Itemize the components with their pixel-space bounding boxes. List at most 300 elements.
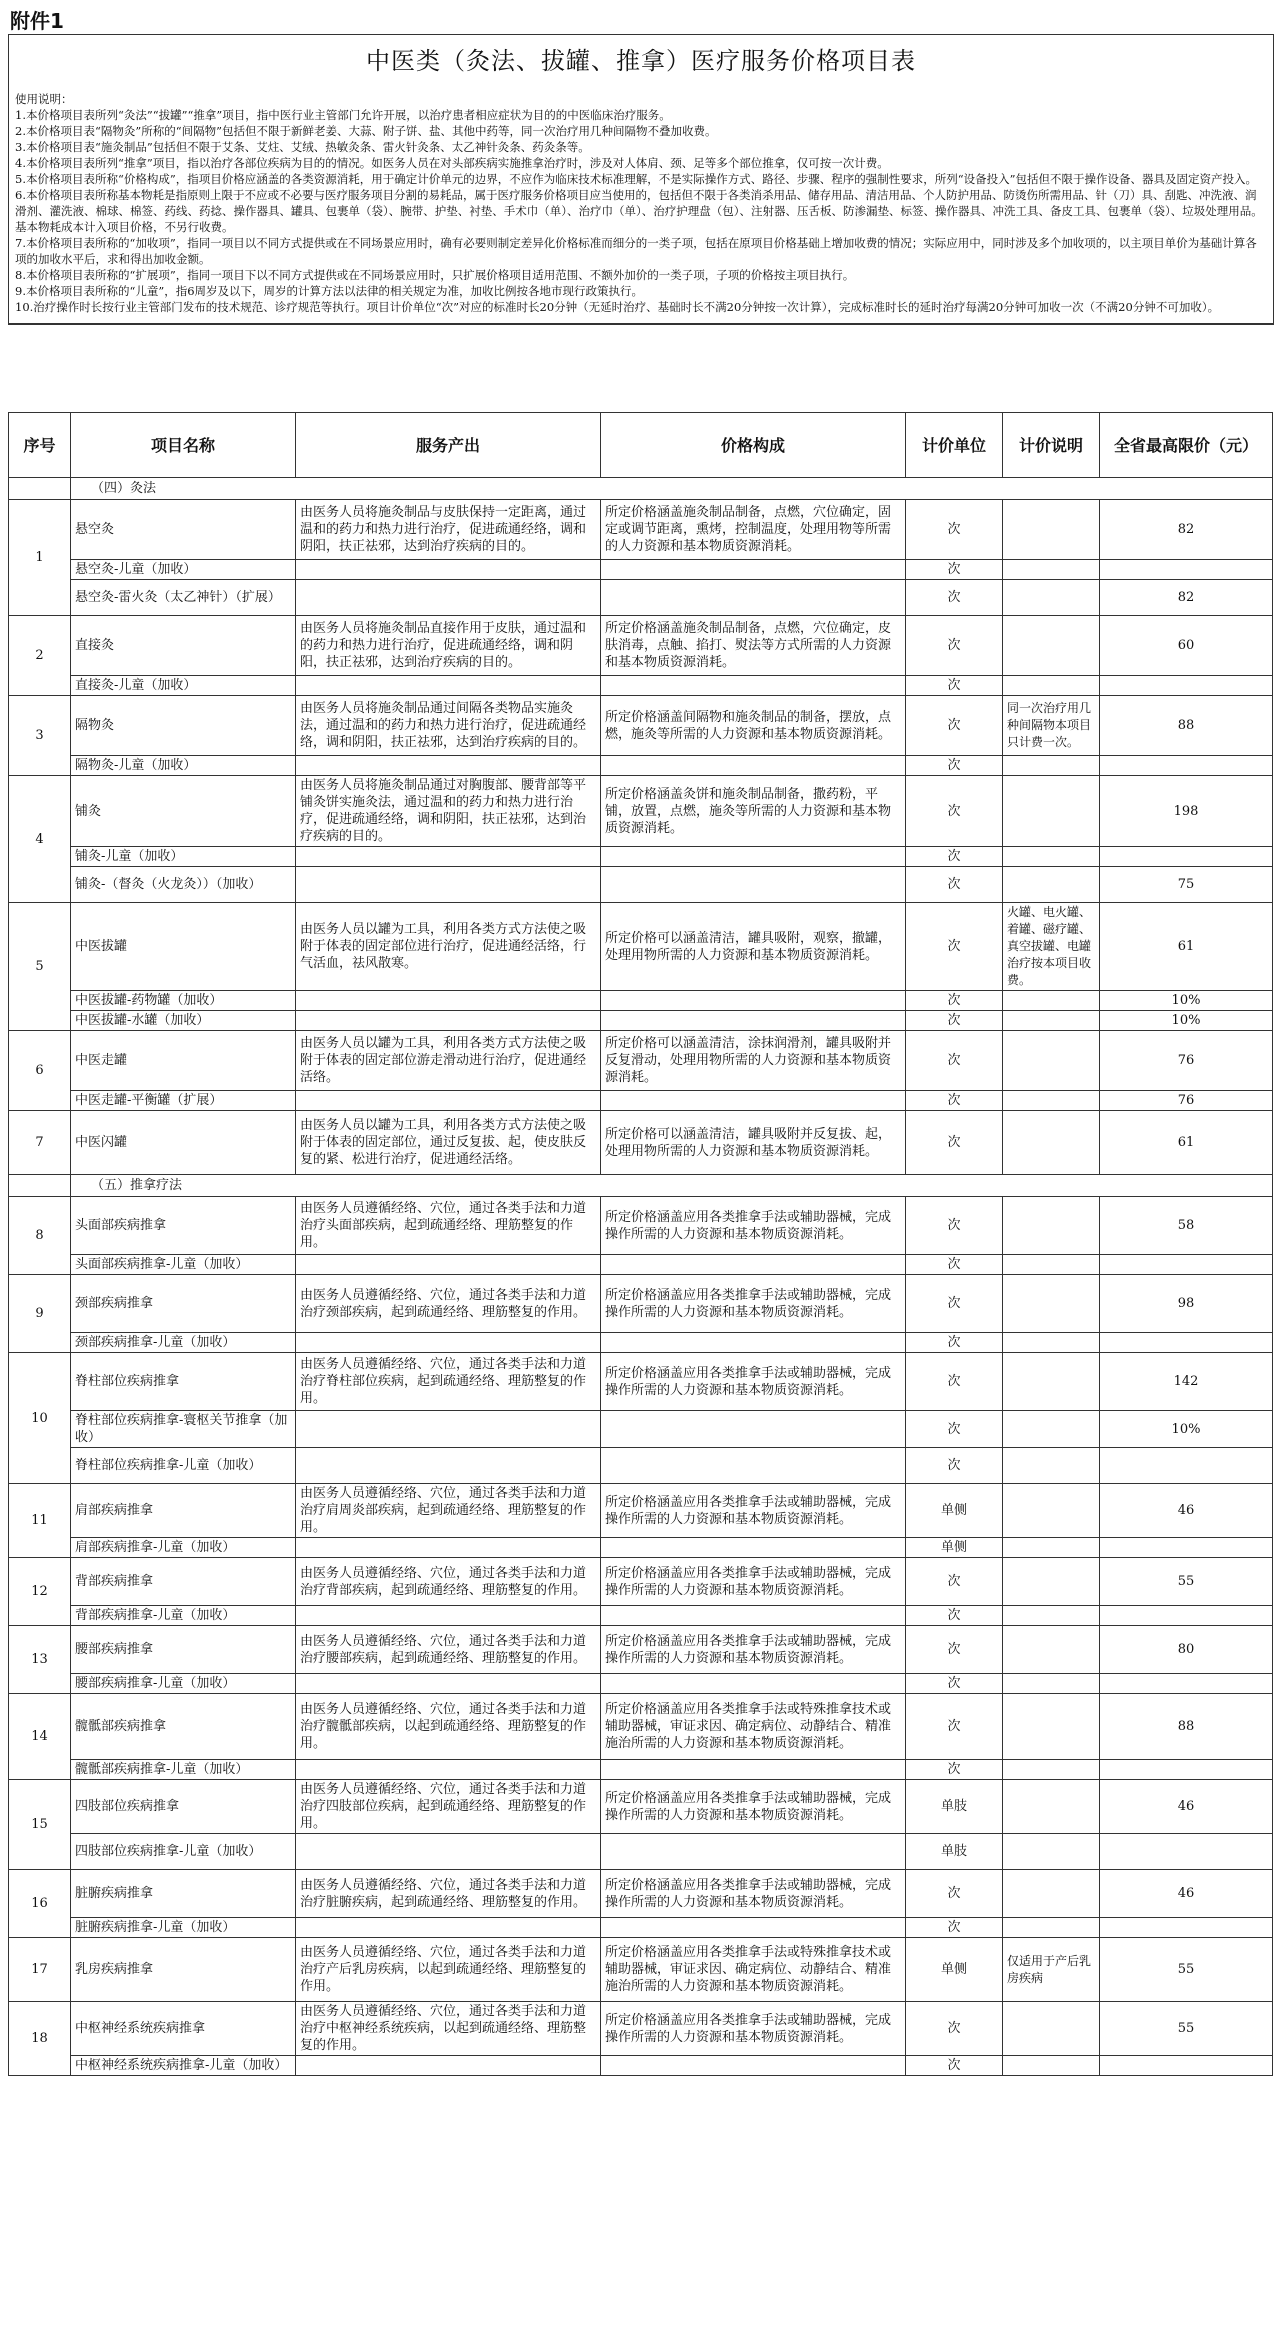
price-composition xyxy=(601,580,906,616)
usage-note: 4.本价格项目表所列“推拿”项目，指以治疗各部位疾病为目的的情况。如医务人员在对头部疾病实施推拿治疗时，涉及对人体肩、颈、足等多个部位推拿，仅可按一次计费。 xyxy=(15,156,889,170)
max-price: 10% xyxy=(1100,1411,1273,1448)
pricing-note xyxy=(1003,1760,1100,1780)
max-price: 88 xyxy=(1100,696,1273,756)
service-output xyxy=(296,1255,601,1275)
pricing-note xyxy=(1003,1538,1100,1558)
item-name: 脊柱部位疾病推拿-寰枢关节推拿（加收） xyxy=(71,1411,296,1448)
usage-note: 5.本价格项目表所称“价格构成”，指项目价格应涵盖的各类资源消耗，用于确定计价单元的边界，不应作为临床技术标准理解，不是实际操作方式、路径、步骤、程序的强制性要求，所列“设备投入”包括但不限于操作设备、器具及固定资产投入。 xyxy=(15,172,1257,186)
max-price: 198 xyxy=(1100,776,1273,847)
max-price: 76 xyxy=(1100,1031,1273,1091)
item-name: 中医拔罐 xyxy=(71,903,296,991)
service-output: 由医务人员将施灸制品通过间隔各类物品实施灸法，通过温和的药力和热力进行治疗，促进疏通经络，调和阴阳，扶正祛邪，达到治疗疾病的目的。 xyxy=(296,696,601,756)
service-output xyxy=(296,1674,601,1694)
item-name: 隔物灸 xyxy=(71,696,296,756)
price-composition: 所定价格涵盖应用各类推拿手法或辅助器械，完成操作所需的人力资源和基本物质资源消耗。 xyxy=(601,1353,906,1411)
price-composition xyxy=(601,676,906,696)
pricing-unit: 次 xyxy=(906,580,1003,616)
item-name: 颈部疾病推拿 xyxy=(71,1275,296,1333)
table-row xyxy=(9,2002,1273,2056)
sub-item-row xyxy=(9,1411,1273,1448)
price-composition: 所定价格涵盖应用各类推拿手法或辅助器械，完成操作所需的人力资源和基本物质资源消耗。 xyxy=(601,1484,906,1538)
price-composition: 所定价格可以涵盖清洁，罐具吸附并反复拔、起，处理用物所需的人力资源和基本物质资源消耗。 xyxy=(601,1111,906,1175)
pricing-unit: 次 xyxy=(906,616,1003,676)
service-output xyxy=(296,1834,601,1870)
sub-item-row xyxy=(9,1674,1273,1694)
price-composition xyxy=(601,756,906,776)
row-number: 1 xyxy=(9,500,71,616)
item-name: 隔物灸-儿童（加收） xyxy=(71,756,296,776)
attachment-label: 附件1 xyxy=(10,9,64,33)
table-row xyxy=(9,1558,1273,1606)
pricing-unit: 次 xyxy=(906,1870,1003,1918)
row-number: 4 xyxy=(9,776,71,903)
row-number: 11 xyxy=(9,1484,71,1558)
pricing-note xyxy=(1003,1626,1100,1674)
price-composition: 所定价格可以涵盖清洁，涂抹润滑剂，罐具吸附并反复滑动，处理用物所需的人力资源和基本物质资源消耗。 xyxy=(601,1031,906,1091)
header-cost: 价格构成 xyxy=(601,413,906,478)
price-composition: 所定价格涵盖应用各类推拿手法或特殊推拿技术或辅助器械，审证求因、确定病位、动静结合、精准施治所需的人力资源和基本物质资源消耗。 xyxy=(601,1938,906,2002)
table-row xyxy=(9,1353,1273,1411)
sub-item-row xyxy=(9,1011,1273,1031)
service-output: 由医务人员将施灸制品与皮肤保持一定距离，通过温和的药力和热力进行治疗，促进疏通经络，调和阴阳，扶正祛邪，达到治疗疾病的目的。 xyxy=(296,500,601,560)
item-name: 悬空灸-儿童（加收） xyxy=(71,560,296,580)
usage-note: 10.治疗操作时长按行业主管部门发布的技术规范、诊疗规范等执行。项目计价单位“次”对应的标准时长20分钟（无延时治疗、基础时长不满20分钟按一次计算），完成标准时长的延时治疗每满20分钟可加收一次（不满20分钟不可加收）。 xyxy=(15,300,1220,314)
pricing-unit: 次 xyxy=(906,991,1003,1011)
pricing-unit: 次 xyxy=(906,1031,1003,1091)
service-output: 由医务人员遵循经络、穴位，通过各类手法和力道治疗髋骶部疾病，以起到疏通经络、理筋整复的作用。 xyxy=(296,1694,601,1760)
max-price: 98 xyxy=(1100,1275,1273,1333)
item-name: 脊柱部位疾病推拿-儿童（加收） xyxy=(71,1448,296,1484)
pricing-unit: 次 xyxy=(906,1558,1003,1606)
service-output: 由医务人员以罐为工具，利用各类方式方法使之吸附于体表的固定部位进行治疗，促进通经活络，行气活血，祛风散寒。 xyxy=(296,903,601,991)
pricing-note xyxy=(1003,1411,1100,1448)
pricing-note xyxy=(1003,500,1100,560)
service-output xyxy=(296,1333,601,1353)
header-unit: 计价单位 xyxy=(906,413,1003,478)
row-number: 13 xyxy=(9,1626,71,1694)
table-body xyxy=(9,478,1273,2076)
table-row xyxy=(9,1031,1273,1091)
service-output: 由医务人员遵循经络、穴位，通过各类手法和力道治疗四肢部位疾病，起到疏通经络、理筋整复的作用。 xyxy=(296,1780,601,1834)
table-row xyxy=(9,1197,1273,1255)
max-price xyxy=(1100,1674,1273,1694)
price-composition xyxy=(601,2056,906,2076)
pricing-note xyxy=(1003,1484,1100,1538)
item-name: 髋骶部疾病推拿 xyxy=(71,1694,296,1760)
page-title: 中医类（灸法、拔罐、推拿）医疗服务价格项目表 xyxy=(366,47,916,75)
max-price xyxy=(1100,1760,1273,1780)
item-name: 脊柱部位疾病推拿 xyxy=(71,1353,296,1411)
item-name: 脏腑疾病推拿 xyxy=(71,1870,296,1918)
row-number: 18 xyxy=(9,2002,71,2076)
pricing-note xyxy=(1003,1353,1100,1411)
service-output xyxy=(296,1606,601,1626)
header-name: 项目名称 xyxy=(71,413,296,478)
max-price: 10% xyxy=(1100,1011,1273,1031)
item-name: 头面部疾病推拿-儿童（加收） xyxy=(71,1255,296,1275)
item-name: 铺灸-（督灸（火龙灸））（加收） xyxy=(71,867,296,903)
row-number: 7 xyxy=(9,1111,71,1175)
price-composition xyxy=(601,1918,906,1938)
max-price: 46 xyxy=(1100,1870,1273,1918)
pricing-note xyxy=(1003,1333,1100,1353)
price-composition xyxy=(601,1091,906,1111)
service-output xyxy=(296,1538,601,1558)
item-name: 脏腑疾病推拿-儿童（加收） xyxy=(71,1918,296,1938)
item-name: 悬空灸 xyxy=(71,500,296,560)
table-row xyxy=(9,1938,1273,2002)
pricing-unit: 次 xyxy=(906,1606,1003,1626)
row-number: 12 xyxy=(9,1558,71,1626)
pricing-note xyxy=(1003,616,1100,676)
price-composition: 所定价格涵盖应用各类推拿手法或辅助器械，完成操作所需的人力资源和基本物质资源消耗。 xyxy=(601,1558,906,1606)
header-note: 计价说明 xyxy=(1003,413,1100,478)
row-number: 2 xyxy=(9,616,71,696)
pricing-unit: 单侧 xyxy=(906,1938,1003,2002)
table-row xyxy=(9,1780,1273,1834)
table-row xyxy=(9,1111,1273,1175)
pricing-unit: 单肢 xyxy=(906,1834,1003,1870)
pricing-unit: 次 xyxy=(906,1918,1003,1938)
pricing-unit: 次 xyxy=(906,2002,1003,2056)
service-output xyxy=(296,756,601,776)
pricing-unit: 次 xyxy=(906,847,1003,867)
section-row xyxy=(9,1175,1273,1197)
sub-item-row xyxy=(9,1091,1273,1111)
item-name: 悬空灸-雷火灸（太乙神针）（扩展） xyxy=(71,580,296,616)
price-composition xyxy=(601,1606,906,1626)
section-spacer xyxy=(9,1175,71,1197)
sub-item-row xyxy=(9,1760,1273,1780)
max-price xyxy=(1100,847,1273,867)
row-number: 6 xyxy=(9,1031,71,1111)
item-name: 四肢部位疾病推拿 xyxy=(71,1780,296,1834)
item-name: 中医闪罐 xyxy=(71,1111,296,1175)
max-price xyxy=(1100,1834,1273,1870)
max-price xyxy=(1100,756,1273,776)
service-output xyxy=(296,1918,601,1938)
max-price: 60 xyxy=(1100,616,1273,676)
pricing-unit: 次 xyxy=(906,1760,1003,1780)
pricing-note xyxy=(1003,1448,1100,1484)
max-price xyxy=(1100,1918,1273,1938)
header-output: 服务产出 xyxy=(296,413,601,478)
max-price: 76 xyxy=(1100,1091,1273,1111)
item-name: 铺灸-儿童（加收） xyxy=(71,847,296,867)
pricing-unit: 次 xyxy=(906,1275,1003,1333)
price-composition xyxy=(601,1448,906,1484)
sub-item-row xyxy=(9,867,1273,903)
pricing-note xyxy=(1003,1674,1100,1694)
row-number: 14 xyxy=(9,1694,71,1780)
table-row xyxy=(9,1275,1273,1333)
price-composition xyxy=(601,1674,906,1694)
pricing-note xyxy=(1003,1870,1100,1918)
usage-note: 9.本价格项目表所称的“儿童”，指6周岁及以下，周岁的计算方法以法律的相关规定为准，加收比例按各地市现行政策执行。 xyxy=(15,284,644,298)
item-name: 中医走罐-平衡罐（扩展） xyxy=(71,1091,296,1111)
service-output xyxy=(296,1091,601,1111)
price-composition xyxy=(601,560,906,580)
max-price: 46 xyxy=(1100,1484,1273,1538)
pricing-unit: 次 xyxy=(906,676,1003,696)
max-price xyxy=(1100,1255,1273,1275)
pricing-unit: 次 xyxy=(906,903,1003,991)
max-price xyxy=(1100,1606,1273,1626)
item-name: 直接灸-儿童（加收） xyxy=(71,676,296,696)
row-number: 15 xyxy=(9,1780,71,1870)
sub-item-row xyxy=(9,1918,1273,1938)
usage-note: 3.本价格项目表“施灸制品”包括但不限于艾条、艾炷、艾绒、热敏灸条、雷火针灸条、太乙神针灸条、药灸条等。 xyxy=(15,140,590,154)
pricing-note xyxy=(1003,991,1100,1011)
item-name: 背部疾病推拿-儿童（加收） xyxy=(71,1606,296,1626)
service-output: 由医务人员将施灸制品直接作用于皮肤，通过温和的药力和热力进行治疗，促进疏通经络，调和阴阳，扶正祛邪，达到治疗疾病的目的。 xyxy=(296,616,601,676)
item-name: 颈部疾病推拿-儿童（加收） xyxy=(71,1333,296,1353)
item-name: 中枢神经系统疾病推拿 xyxy=(71,2002,296,2056)
pricing-unit: 单肢 xyxy=(906,1780,1003,1834)
pricing-unit: 次 xyxy=(906,696,1003,756)
pricing-unit: 次 xyxy=(906,1333,1003,1353)
usage-note: 使用说明： xyxy=(15,92,73,106)
max-price: 55 xyxy=(1100,1558,1273,1606)
pricing-note xyxy=(1003,1255,1100,1275)
document-header xyxy=(8,34,1274,325)
pricing-unit: 次 xyxy=(906,560,1003,580)
pricing-note xyxy=(1003,1694,1100,1760)
max-price xyxy=(1100,2056,1273,2076)
max-price: 58 xyxy=(1100,1197,1273,1255)
price-composition xyxy=(601,1834,906,1870)
sub-item-row xyxy=(9,1834,1273,1870)
service-output xyxy=(296,1011,601,1031)
pricing-note xyxy=(1003,2056,1100,2076)
pricing-note xyxy=(1003,1197,1100,1255)
usage-note: 2.本价格项目表“隔物灸”所称的“间隔物”包括但不限于新鲜老姜、大蒜、附子饼、盐、其他中药等，同一次治疗用几种间隔物不叠加收费。 xyxy=(15,124,717,138)
pricing-note: 仅适用于产后乳房疾病 xyxy=(1003,1938,1100,2002)
table-row xyxy=(9,696,1273,756)
row-number: 5 xyxy=(9,903,71,1031)
pricing-note xyxy=(1003,867,1100,903)
table-row xyxy=(9,1870,1273,1918)
pricing-note xyxy=(1003,756,1100,776)
section-spacer xyxy=(9,478,71,500)
table-row xyxy=(9,903,1273,991)
service-output: 由医务人员以罐为工具，利用各类方式方法使之吸附于体表的固定部位，通过反复拔、起，使皮肤反复的紧、松进行治疗，促进通经活络。 xyxy=(296,1111,601,1175)
service-output: 由医务人员遵循经络、穴位，通过各类手法和力道治疗头面部疾病，起到疏通经络、理筋整复的作用。 xyxy=(296,1197,601,1255)
row-number: 17 xyxy=(9,1938,71,2002)
pricing-unit: 次 xyxy=(906,500,1003,560)
price-composition: 所定价格涵盖应用各类推拿手法或辅助器械，完成操作所需的人力资源和基本物质资源消耗。 xyxy=(601,1626,906,1674)
service-output: 由医务人员遵循经络、穴位，通过各类手法和力道治疗背部疾病，起到疏通经络、理筋整复的作用。 xyxy=(296,1558,601,1606)
item-name: 头面部疾病推拿 xyxy=(71,1197,296,1255)
item-name: 腰部疾病推拿-儿童（加收） xyxy=(71,1674,296,1694)
service-output xyxy=(296,867,601,903)
service-output: 由医务人员遵循经络、穴位，通过各类手法和力道治疗肩周炎部疾病，起到疏通经络、理筋整复的作用。 xyxy=(296,1484,601,1538)
service-output: 由医务人员将施灸制品通过对胸腹部、腰背部等平铺灸饼实施灸法，通过温和的药力和热力进行治疗，促进疏通经络，调和阴阳，扶正祛邪，达到治疗疾病的目的。 xyxy=(296,776,601,847)
pricing-unit: 次 xyxy=(906,1091,1003,1111)
pricing-note xyxy=(1003,1011,1100,1031)
price-composition xyxy=(601,1333,906,1353)
row-number: 3 xyxy=(9,696,71,776)
price-composition xyxy=(601,991,906,1011)
price-composition: 所定价格涵盖应用各类推拿手法或辅助器械，完成操作所需的人力资源和基本物质资源消耗。 xyxy=(601,1780,906,1834)
usage-note: 6.本价格项目表所称基本物耗是指原则上限于不应或不必要与医疗服务项目分割的易耗品，属于医疗服务价格项目应当使用的，包括但不限于各类消杀用品、储存用品、清洁用品、个人防护用品、防烫伤所需用品、针（刀）具、刮匙、冲洗液、润滑剂、灌洗液、棉球、棉签、药线、药捻、操作器具、罐具、包裹单（袋）、腕带、护垫、衬垫、手术巾（单）、治疗巾（单）、治疗护理盘（包）、注射器、压舌板、防渗漏垫、标签、操作器具、冲洗工具、备皮工具、包裹单（袋）、垃圾处理用品。基本物耗成本计入项目价格，不另行收费。 xyxy=(15,188,1263,234)
price-composition: 所定价格涵盖应用各类推拿手法或辅助器械，完成操作所需的人力资源和基本物质资源消耗。 xyxy=(601,1197,906,1255)
price-composition xyxy=(601,1255,906,1275)
pricing-unit: 次 xyxy=(906,1411,1003,1448)
max-price: 46 xyxy=(1100,1780,1273,1834)
header-no: 序号 xyxy=(9,413,71,478)
table-row xyxy=(9,776,1273,847)
pricing-note xyxy=(1003,1834,1100,1870)
sub-item-row xyxy=(9,756,1273,776)
pricing-note xyxy=(1003,1031,1100,1091)
table-row xyxy=(9,616,1273,676)
table-row xyxy=(9,1694,1273,1760)
pricing-note xyxy=(1003,1111,1100,1175)
max-price: 88 xyxy=(1100,1694,1273,1760)
price-composition: 所定价格涵盖应用各类推拿手法或辅助器械，完成操作所需的人力资源和基本物质资源消耗。 xyxy=(601,2002,906,2056)
pricing-unit: 次 xyxy=(906,2056,1003,2076)
section-title: （四）灸法 xyxy=(71,478,1273,500)
item-name: 背部疾病推拿 xyxy=(71,1558,296,1606)
item-name: 髋骶部疾病推拿-儿童（加收） xyxy=(71,1760,296,1780)
sub-item-row xyxy=(9,676,1273,696)
service-output xyxy=(296,847,601,867)
pricing-unit: 单侧 xyxy=(906,1484,1003,1538)
service-output: 由医务人员遵循经络、穴位，通过各类手法和力道治疗中枢神经系统疾病，以起到疏通经络、理筋整复的作用。 xyxy=(296,2002,601,2056)
price-composition xyxy=(601,1538,906,1558)
max-price xyxy=(1100,560,1273,580)
pricing-unit: 次 xyxy=(906,756,1003,776)
pricing-unit: 次 xyxy=(906,1111,1003,1175)
price-composition: 所定价格涵盖应用各类推拿手法或特殊推拿技术或辅助器械，审证求因、确定病位、动静结合、精准施治所需的人力资源和基本物质资源消耗。 xyxy=(601,1694,906,1760)
max-price: 80 xyxy=(1100,1626,1273,1674)
max-price: 142 xyxy=(1100,1353,1273,1411)
max-price: 61 xyxy=(1100,1111,1273,1175)
price-composition: 所定价格涵盖应用各类推拿手法或辅助器械，完成操作所需的人力资源和基本物质资源消耗。 xyxy=(601,1870,906,1918)
pricing-unit: 次 xyxy=(906,1674,1003,1694)
price-composition: 所定价格可以涵盖清洁，罐具吸附，观察，撤罐，处理用物所需的人力资源和基本物质资源消耗。 xyxy=(601,903,906,991)
max-price: 82 xyxy=(1100,500,1273,560)
item-name: 中医拔罐-药物罐（加收） xyxy=(71,991,296,1011)
item-name: 中枢神经系统疾病推拿-儿童（加收） xyxy=(71,2056,296,2076)
service-output: 由医务人员遵循经络、穴位，通过各类手法和力道治疗脊柱部位疾病，起到疏通经络、理筋整复的作用。 xyxy=(296,1353,601,1411)
pricing-unit: 单侧 xyxy=(906,1538,1003,1558)
service-output xyxy=(296,991,601,1011)
usage-note: 1.本价格项目表所列“灸法”“拔罐”“推拿”项目，指中医行业主管部门允许开展，以治疗患者相应症状为目的的中医临床治疗服务。 xyxy=(15,108,671,122)
price-composition xyxy=(601,847,906,867)
pricing-unit: 次 xyxy=(906,1448,1003,1484)
row-number: 9 xyxy=(9,1275,71,1353)
sub-item-row xyxy=(9,1606,1273,1626)
sub-item-row xyxy=(9,1255,1273,1275)
pricing-unit: 次 xyxy=(906,776,1003,847)
service-output xyxy=(296,1760,601,1780)
price-composition: 所定价格涵盖间隔物和施灸制品的制备，摆放，点燃，施灸等所需的人力资源和基本物质资源消耗。 xyxy=(601,696,906,756)
max-price: 55 xyxy=(1100,1938,1273,2002)
usage-note: 7.本价格项目表所称的“加收项”，指同一项目以不同方式提供或在不同场景应用时，确有必要则制定差异化价格标准而细分的一类子项，包括在原项目价格基础上增加收费的情况；实际应用中，同时涉及多个加收项的，以主项目单价为基础计算各项的加收水平后，求和得出加收金额。 xyxy=(15,236,1257,266)
pricing-note xyxy=(1003,1275,1100,1333)
service-output xyxy=(296,1411,601,1448)
price-table xyxy=(8,412,1273,2076)
price-composition xyxy=(601,1760,906,1780)
pricing-note: 同一次治疗用几种间隔物本项目只计费一次。 xyxy=(1003,696,1100,756)
section-row xyxy=(9,478,1273,500)
pricing-note xyxy=(1003,580,1100,616)
item-name: 中医拔罐-水罐（加收） xyxy=(71,1011,296,1031)
service-output: 由医务人员遵循经络、穴位，通过各类手法和力道治疗脏腑疾病，起到疏通经络、理筋整复的作用。 xyxy=(296,1870,601,1918)
max-price: 82 xyxy=(1100,580,1273,616)
max-price xyxy=(1100,676,1273,696)
sub-item-row xyxy=(9,1448,1273,1484)
table-row xyxy=(9,500,1273,560)
row-number: 10 xyxy=(9,1353,71,1484)
sub-item-row xyxy=(9,1538,1273,1558)
max-price xyxy=(1100,1538,1273,1558)
sub-item-row xyxy=(9,1333,1273,1353)
item-name: 中医走罐 xyxy=(71,1031,296,1091)
price-composition: 所定价格涵盖施灸制品制备，点燃，穴位确定，固定或调节距离，熏烤，控制温度，处理用物等所需的人力资源和基本物质资源消耗。 xyxy=(601,500,906,560)
pricing-unit: 次 xyxy=(906,1626,1003,1674)
item-name: 直接灸 xyxy=(71,616,296,676)
pricing-note xyxy=(1003,847,1100,867)
price-composition xyxy=(601,867,906,903)
table-header-row xyxy=(9,413,1273,478)
service-output xyxy=(296,676,601,696)
price-composition xyxy=(601,1411,906,1448)
pricing-unit: 次 xyxy=(906,867,1003,903)
pricing-unit: 次 xyxy=(906,1694,1003,1760)
item-name: 铺灸 xyxy=(71,776,296,847)
pricing-note xyxy=(1003,1091,1100,1111)
pricing-unit: 次 xyxy=(906,1353,1003,1411)
table-row xyxy=(9,1484,1273,1538)
pricing-unit: 次 xyxy=(906,1255,1003,1275)
item-name: 腰部疾病推拿 xyxy=(71,1626,296,1674)
sub-item-row xyxy=(9,560,1273,580)
max-price xyxy=(1100,1333,1273,1353)
header-price: 全省最高限价（元） xyxy=(1100,413,1273,478)
pricing-note xyxy=(1003,2002,1100,2056)
pricing-note xyxy=(1003,1606,1100,1626)
service-output: 由医务人员遵循经络、穴位，通过各类手法和力道治疗腰部疾病，起到疏通经络、理筋整复的作用。 xyxy=(296,1626,601,1674)
service-output xyxy=(296,2056,601,2076)
service-output xyxy=(296,560,601,580)
price-composition: 所定价格涵盖应用各类推拿手法或辅助器械，完成操作所需的人力资源和基本物质资源消耗。 xyxy=(601,1275,906,1333)
pricing-note xyxy=(1003,1780,1100,1834)
sub-item-row xyxy=(9,580,1273,616)
service-output: 由医务人员遵循经络、穴位，通过各类手法和力道治疗产后乳房疾病，以起到疏通经络、理筋整复的作用。 xyxy=(296,1938,601,2002)
item-name: 肩部疾病推拿-儿童（加收） xyxy=(71,1538,296,1558)
table-row xyxy=(9,1626,1273,1674)
pricing-unit: 次 xyxy=(906,1197,1003,1255)
pricing-note xyxy=(1003,776,1100,847)
pricing-note: 火罐、电火罐、着罐、磁疗罐、真空拔罐、电罐治疗按本项目收费。 xyxy=(1003,903,1100,991)
item-name: 四肢部位疾病推拿-儿童（加收） xyxy=(71,1834,296,1870)
pricing-note xyxy=(1003,1558,1100,1606)
max-price xyxy=(1100,1448,1273,1484)
section-title: （五）推拿疗法 xyxy=(71,1175,1273,1197)
usage-notes xyxy=(9,87,1273,324)
max-price: 61 xyxy=(1100,903,1273,991)
item-name: 乳房疾病推拿 xyxy=(71,1938,296,2002)
price-composition xyxy=(601,1011,906,1031)
row-number: 8 xyxy=(9,1197,71,1275)
max-price: 55 xyxy=(1100,2002,1273,2056)
price-composition: 所定价格涵盖施灸制品制备，点燃，穴位确定，皮肤消毒，点触、掐打、熨法等方式所需的人力资源和基本物质资源消耗。 xyxy=(601,616,906,676)
pricing-note xyxy=(1003,1918,1100,1938)
sub-item-row xyxy=(9,847,1273,867)
